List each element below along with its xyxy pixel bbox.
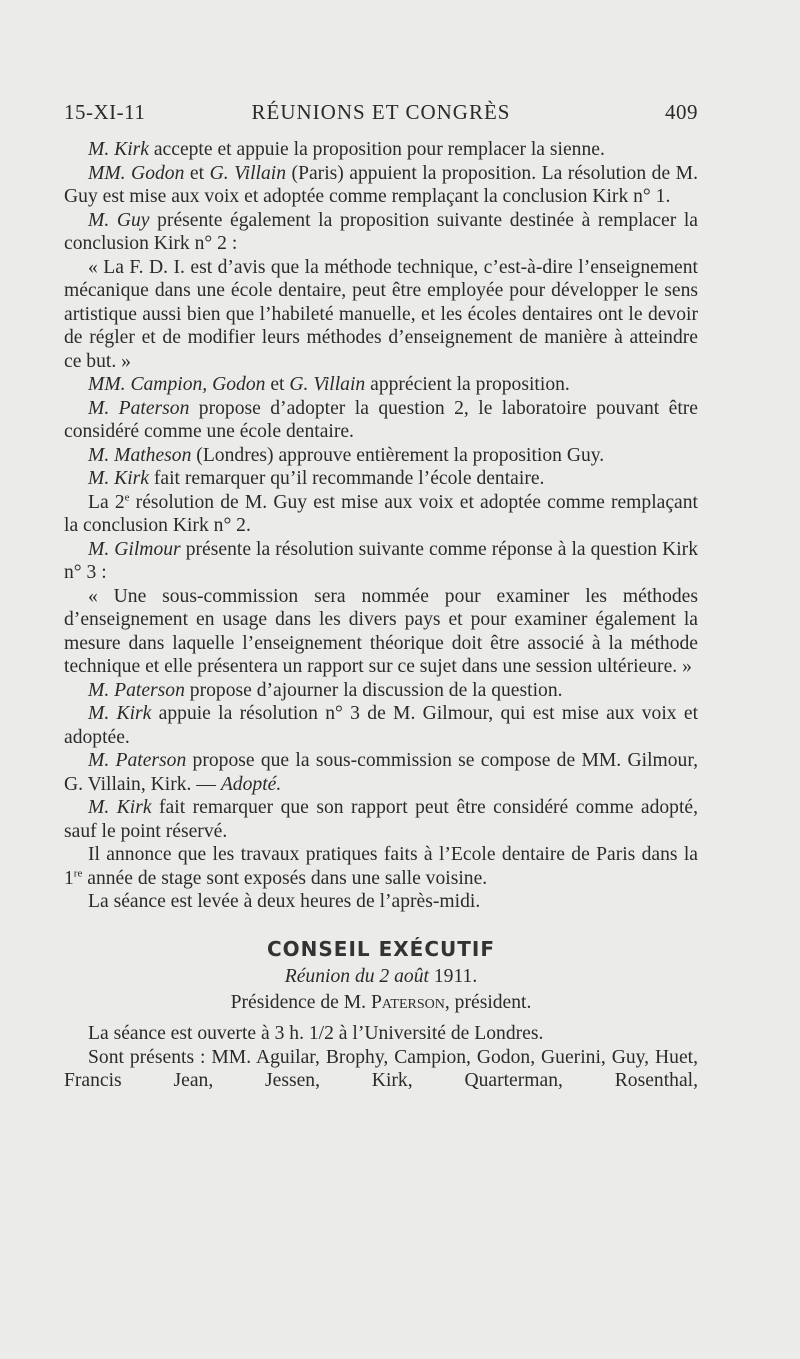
paragraph: M. Kirk appuie la résolution n° 3 de M. Gilmour, qui est mise aux voix et adoptée. (64, 703, 699, 748)
paragraph: La séance est ouverte à 3 h. 1/2 à l’Université de Londres. (88, 1023, 544, 1044)
paragraph: « La F. D. I. est d’avis que la méthode technique, c’est-à-dire l’enseignement mécanique dans une école dentaire, peut être employée pour développer le sens artistique aussi bien que l’habileté manuelle, et les écoles dentaires ont le devoir de régler et de modifier leurs méthodes d’enseignement de manière à atteindre ce but. » (64, 256, 698, 372)
paragraph: « Une sous-commission sera nommée pour examiner les méthodes d’enseignement en usage dans les divers pays et pour examiner également la mesure dans laquelle l’enseignement théorique doit être associé à la méthode technique et elle présentera un rapport sur ce sujet dans une session ultérieure. » (64, 585, 698, 677)
paragraph: M. Kirk fait remarquer qu’il recommande l’école dentaire. (88, 468, 545, 489)
body-text (64, 138, 698, 1093)
meeting-date: Réunion du 2 août 1911. (284, 966, 478, 987)
paragraph: M. Paterson propose que la sous-commission se compose de MM. Gilmour, G. Villain, Kirk. — Adopté. (64, 750, 698, 795)
section-title: CONSEIL EXÉCUTIF (266, 936, 496, 961)
page-number: 409 (665, 100, 698, 124)
presidence-line: Présidence de M. Paterson, président. (230, 991, 532, 1013)
header-title: RÉUNIONS ET CONGRÈS (251, 100, 511, 124)
paragraph: MM. Godon et G. Villain (Paris) appuient la proposition. La résolution de M. Guy est mise aux voix et adoptée comme remplaçant la conclusion Kirk n° 1. (64, 162, 698, 207)
paragraph: M. Gilmour présente la résolution suivante comme réponse à la question Kirk n° 3 : (64, 538, 698, 583)
paragraph: M. Paterson propose d’ajourner la discussion de la question. (88, 679, 563, 701)
paragraph: La 2e résolution de M. Guy est mise aux voix et adoptée comme remplaçant la conclusion Kirk n° 2. (64, 490, 698, 536)
paragraph: M. Guy présente également la proposition suivante destinée à remplacer la conclusion Kirk n° 2 : (64, 209, 698, 254)
header-date: 15-XI-11 (64, 100, 146, 124)
paragraph: M. Paterson propose d’adopter la question 2, le laboratoire pouvant être considéré comme une école dentaire. (64, 397, 698, 442)
paragraph: M. Kirk accepte et appuie la proposition pour remplacer la sienne. (88, 139, 605, 160)
paragraph: La séance est levée à deux heures de l’après-midi. (88, 891, 481, 912)
paragraph: MM. Campion, Godon et G. Villain apprécient la proposition. (88, 374, 570, 395)
paragraph: M. Matheson (Londres) approuve entièrement la proposition Guy. (88, 444, 605, 466)
paragraph: M. Kirk fait remarquer que son rapport peut être considéré comme adopté, sauf le point réservé. (64, 797, 699, 842)
paragraph: Sont présents : MM. Aguilar, Brophy, Campion, Godon, Guerini, Guy, Huet, Francis Jean, Jessen, Kirk, Quarterman, Rosenthal, (64, 1046, 698, 1091)
paragraph: Il annonce que les travaux pratiques faits à l’Ecole dentaire de Paris dans la 1re année de stage sont exposés dans une salle voisine. (64, 844, 698, 889)
